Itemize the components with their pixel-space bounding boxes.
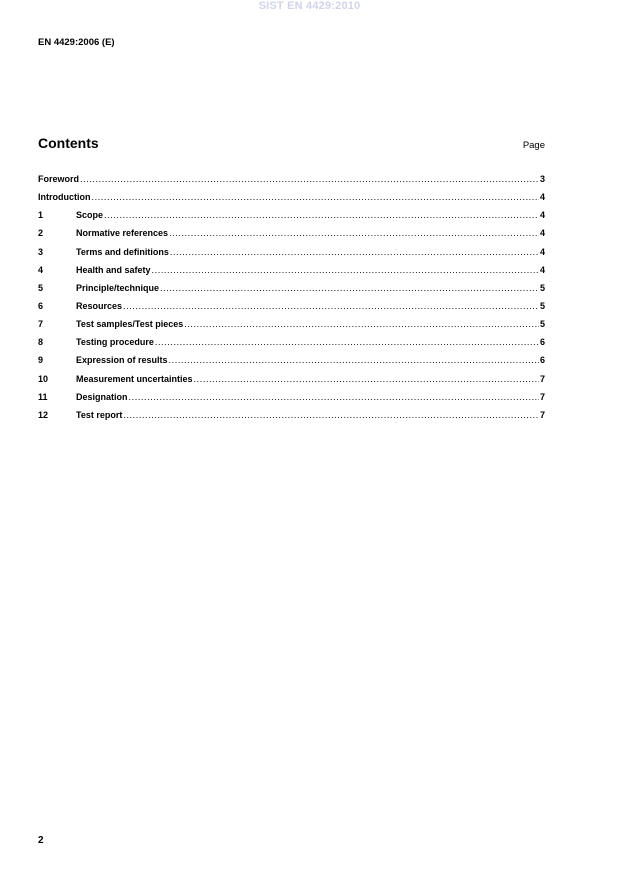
toc-entry-title: Principle/technique bbox=[76, 282, 160, 293]
page-column-heading: Page bbox=[522, 140, 545, 151]
toc-entry-title: Designation bbox=[76, 391, 128, 402]
toc-entry-title: Foreword bbox=[38, 174, 80, 184]
toc-entry-number: 5 bbox=[38, 282, 44, 293]
toc-entry-page: 7 bbox=[539, 373, 545, 384]
page-number: 2 bbox=[38, 835, 44, 846]
toc-entry-page: 5 bbox=[539, 300, 545, 311]
toc-entry-page: 4 bbox=[539, 192, 545, 203]
toc-entry[interactable] bbox=[38, 337, 545, 355]
toc-entry[interactable] bbox=[38, 355, 545, 373]
toc-entry-title: Scope bbox=[76, 210, 104, 221]
toc-entry-page: 4 bbox=[539, 228, 545, 239]
toc-entry-page: 5 bbox=[539, 282, 545, 293]
toc-dot-leader bbox=[152, 265, 539, 275]
toc-dot-leader bbox=[123, 410, 539, 420]
toc-entry-title: Normative references bbox=[76, 228, 169, 239]
toc-entry[interactable] bbox=[38, 392, 545, 410]
toc-entry-number: 2 bbox=[38, 228, 44, 239]
toc-entry-title: Resources bbox=[76, 300, 123, 311]
toc-entry-number: 4 bbox=[38, 264, 44, 275]
toc-entry-page: 6 bbox=[539, 337, 545, 348]
toc-entry[interactable] bbox=[38, 192, 545, 210]
toc-entry-title: Introduction bbox=[38, 192, 91, 203]
toc-entry-title: Test samples/Test pieces bbox=[76, 319, 184, 330]
toc-entry[interactable] bbox=[38, 301, 545, 319]
toc-entry-page: 7 bbox=[539, 409, 545, 420]
toc-dot-leader bbox=[160, 283, 539, 293]
toc-entry-page: 6 bbox=[539, 355, 545, 366]
toc-entry[interactable] bbox=[38, 228, 545, 246]
toc-entry[interactable] bbox=[38, 374, 545, 392]
toc-entry[interactable] bbox=[38, 283, 545, 301]
toc-dot-leader bbox=[184, 319, 539, 329]
toc-entry-title: Expression of results bbox=[76, 355, 168, 366]
toc-dot-leader bbox=[194, 374, 539, 384]
toc-dot-leader bbox=[92, 192, 539, 202]
toc-entry-title: Measurement uncertainties bbox=[76, 373, 193, 384]
toc-entry-page: 4 bbox=[539, 246, 545, 257]
toc-entry-number: 3 bbox=[38, 246, 44, 257]
toc-entry-number: 9 bbox=[38, 355, 44, 366]
toc-entry-number: 10 bbox=[38, 373, 49, 384]
toc-dot-leader bbox=[169, 228, 539, 238]
toc-entry-page: 4 bbox=[539, 210, 545, 221]
toc-dot-leader bbox=[155, 337, 539, 347]
toc-entry[interactable] bbox=[38, 247, 545, 265]
toc-entry-number: 12 bbox=[38, 409, 49, 420]
table-of-contents bbox=[38, 174, 545, 428]
document-id: EN 4429:2006 (E) bbox=[38, 37, 115, 48]
toc-dot-leader bbox=[80, 174, 539, 184]
toc-entry-number: 1 bbox=[38, 210, 44, 221]
toc-dot-leader bbox=[169, 355, 539, 365]
toc-entry[interactable] bbox=[38, 210, 545, 228]
toc-entry[interactable] bbox=[38, 319, 545, 337]
toc-entry-title: Testing procedure bbox=[76, 337, 154, 348]
toc-entry-number: 7 bbox=[38, 319, 44, 330]
toc-entry[interactable] bbox=[38, 265, 545, 283]
toc-dot-leader bbox=[123, 301, 539, 311]
toc-entry-number: 11 bbox=[38, 391, 48, 402]
watermark: SIST EN 4429:2010 bbox=[258, 0, 361, 12]
toc-dot-leader bbox=[170, 247, 539, 257]
toc-entry-title: Test report bbox=[76, 409, 123, 420]
toc-entry-title: Terms and definitions bbox=[76, 246, 169, 257]
toc-dot-leader bbox=[129, 392, 539, 402]
toc-entry[interactable] bbox=[38, 174, 545, 192]
toc-entry-page: 4 bbox=[539, 264, 545, 275]
toc-entry-page: 5 bbox=[539, 319, 545, 330]
toc-entry-number: 8 bbox=[38, 337, 44, 348]
toc-entry-page: 7 bbox=[539, 391, 545, 402]
toc-entry[interactable] bbox=[38, 410, 545, 428]
toc-entry-number: 6 bbox=[38, 300, 44, 311]
contents-heading: Contents bbox=[38, 135, 99, 151]
toc-entry-title: Health and safety bbox=[76, 264, 151, 275]
toc-dot-leader bbox=[104, 210, 539, 220]
toc-entry-page: 3 bbox=[539, 174, 545, 184]
